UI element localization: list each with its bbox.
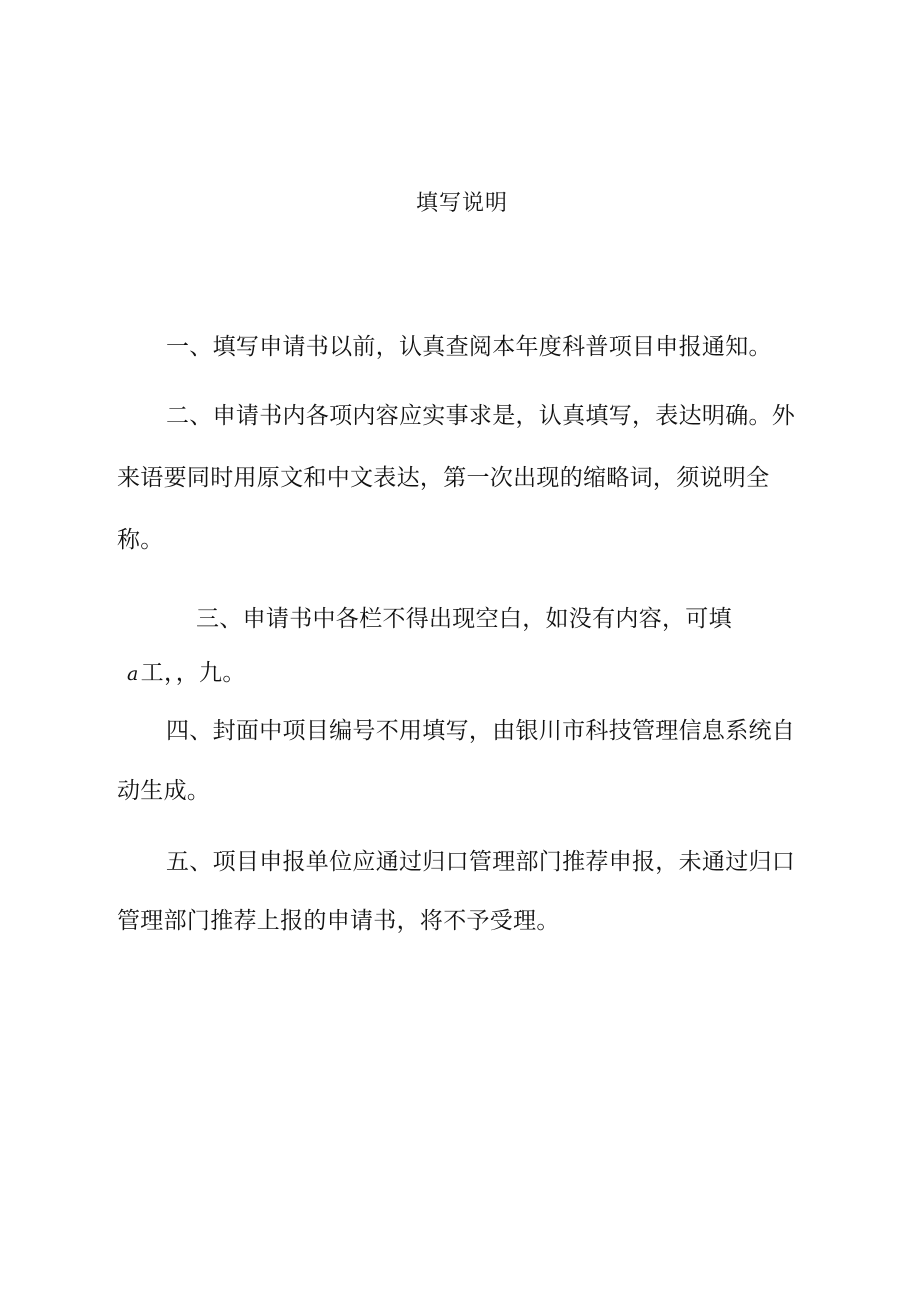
instruction-line-6-text: 工，，九。: [140, 660, 246, 686]
instruction-line-4: 称。: [117, 527, 164, 553]
instruction-line-1: 一、填写申请书以前，认真查阅本年度科普项目申报通知。: [166, 334, 772, 360]
instruction-line-7: 四、封面中项目编号不用填写，由银川市科技管理信息系统自: [166, 718, 796, 744]
italic-a-glyph: a: [127, 663, 139, 685]
instruction-line-6: [127, 656, 246, 691]
instruction-line-8: 动生成。: [117, 778, 211, 804]
page-title: 填写说明: [415, 191, 508, 216]
instruction-line-2: 二、申请书内各项内容应实事求是，认真填写，表达明确。外: [166, 403, 796, 429]
instruction-line-10: 管理部门推荐上报的申请书，将不予受理。: [117, 908, 560, 934]
instruction-line-3: 来语要同时用原文和中文表达，第一次出现的缩略词，须说明全: [117, 465, 770, 491]
instruction-line-9: 五、项目申报单位应通过归口管理部门推荐申报，未通过归口: [166, 849, 796, 875]
instruction-line-5: 三、申请书中各栏不得出现空白，如没有内容，可填: [196, 606, 732, 632]
